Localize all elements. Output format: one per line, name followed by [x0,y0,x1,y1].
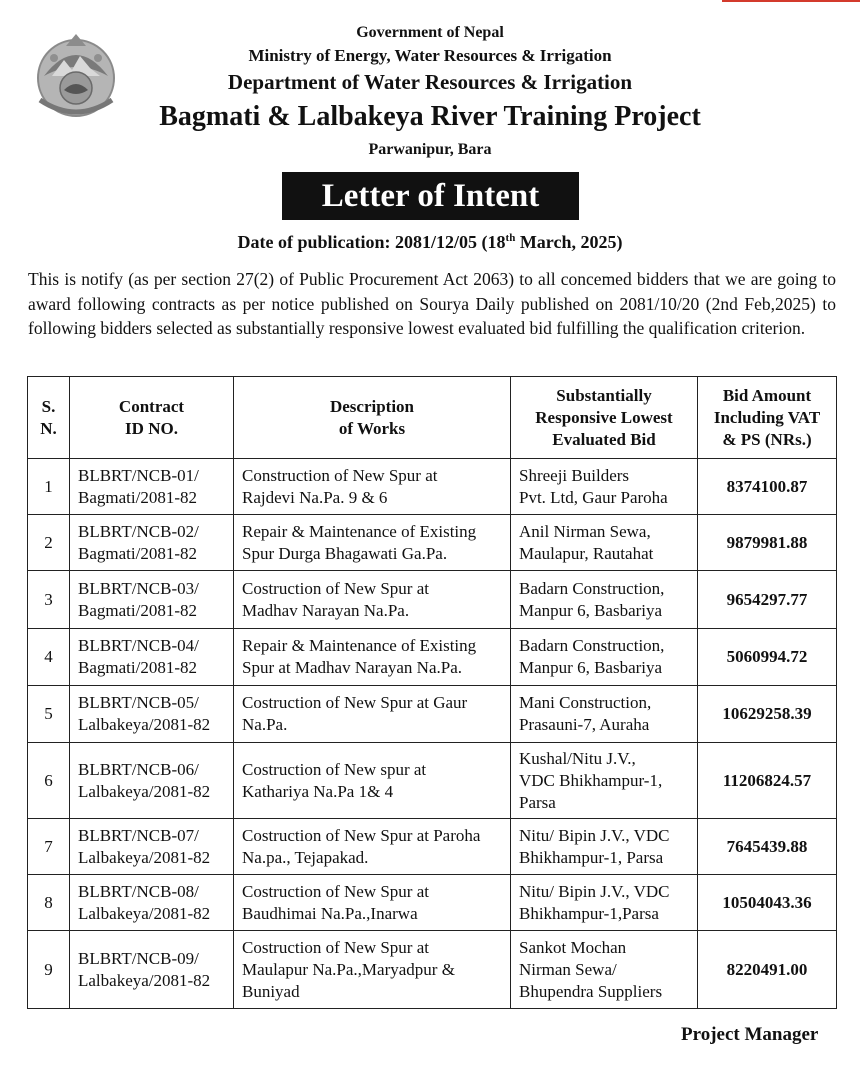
notice-paragraph: This is notify (as per section 27(2) of Public Procurement Act 2063) to all concemed bidders that we are going to award following contracts as per notice published on Sourya Daily published on 2081/10/20 (2nd Feb,2025) to following bidders selected as substantially responsive lowest evaluated bid fulfilling the qualification criterion. [28,269,836,338]
cell-line: Bagmati/2081-82 [78,600,197,620]
cell-line: Lalbakeya/2081-82 [78,781,211,801]
bidder-cell [511,571,698,629]
cell-line: Costruction of New Spur at Paroha [242,825,481,845]
description-cell [234,875,511,931]
header-serial-number [28,377,70,459]
bid-amount-cell: 10629258.39 [698,686,837,743]
cell-line: Spur Durga Bhagawati Ga.Pa. [242,543,448,563]
table-row [28,743,837,819]
cell-line: S. [41,396,56,416]
serial-number-cell: 6 [28,743,70,819]
description-cell [234,571,511,629]
cell-line: Rajdevi Na.Pa. 9 & 6 [242,487,388,507]
bidder-cell [511,459,698,515]
table-row [28,931,837,1009]
contract-id-cell [70,686,234,743]
table-row [28,819,837,875]
cell-line: Responsive Lowest [535,407,673,427]
cell-line: Contract [118,396,185,416]
government-name: Government of Nepal [356,24,504,41]
cell-line: BLBRT/NCB-06/ [78,759,199,779]
cell-line: Na.pa., Tejapakad. [242,847,369,867]
cell-line: Evaluated Bid [552,429,656,449]
cell-line: Lalbakeya/2081-82 [78,903,211,923]
cell-line: Baudhimai Na.Pa.,Inarwa [242,903,418,923]
header-contract-id [70,377,234,459]
bidder-cell [511,629,698,686]
cell-line: Manpur 6, Basbariya [519,658,663,677]
top-accent-line [722,0,860,2]
serial-number-cell: 1 [28,459,70,515]
contract-id-cell [70,875,234,931]
cell-line: Nitu/ Bipin J.V., VDC [519,881,670,901]
publication-date-ordinal: th [505,232,516,244]
header-description [234,377,511,459]
cell-line: Lalbakeya/2081-82 [78,715,211,734]
cell-line: Bid Amount [722,385,812,405]
cell-line: Construction of New Spur at [242,465,438,485]
bid-amount-cell: 9654297.77 [698,571,837,629]
bid-amount-cell: 8220491.00 [698,931,837,1009]
cell-line: BLBRT/NCB-05/ [78,693,199,712]
bid-amount-cell: 9879981.88 [698,515,837,571]
cell-line: & PS (NRs.) [722,429,812,449]
cell-line: Repair & Maintenance of Existing [242,521,477,541]
table-row [28,571,837,629]
cell-line: Nitu/ Bipin J.V., VDC [519,825,670,845]
cell-line: Manpur 6, Basbariya [519,600,663,620]
department-name: Department of Water Resources & Irrigation [227,70,633,94]
bidder-cell [511,875,698,931]
cell-line: Shreeji Builders [519,465,630,485]
table-header-row [28,377,837,459]
description-cell [234,459,511,515]
description-cell [234,686,511,743]
cell-line: Kushal/Nitu J.V., [519,748,636,768]
cell-line: Nirman Sewa/ [519,959,617,979]
cell-line: Substantially [556,385,652,405]
cell-line: Lalbakeya/2081-82 [78,970,211,990]
cell-line: Maulapur Na.Pa.,Maryadpur & [242,959,455,979]
bidder-cell [511,515,698,571]
cell-line: BLBRT/NCB-01/ [78,465,199,485]
bidder-cell [511,819,698,875]
serial-number-cell: 5 [28,686,70,743]
cell-line: Pvt. Ltd, Gaur Paroha [519,487,668,507]
letterhead [0,22,860,162]
bidder-cell [511,686,698,743]
project-name: Bagmati & Lalbakeya River Training Project [159,101,701,132]
contract-id-cell [70,515,234,571]
cell-line: Bhikhampur-1, Parsa [519,847,664,867]
cell-line: ID NO. [125,418,178,438]
cell-line: Costruction of New Spur at [242,578,429,598]
contract-id-cell [70,819,234,875]
description-cell [234,629,511,686]
header-bid-amount [698,377,837,459]
bid-amount-cell: 11206824.57 [698,743,837,819]
cell-line: BLBRT/NCB-03/ [78,578,199,598]
serial-number-cell: 4 [28,629,70,686]
publication-date-suffix: March, 2025) [515,232,623,252]
project-location: Parwanipur, Bara [368,141,492,158]
header-bidder [511,377,698,459]
cell-line: Sankot Mochan [519,937,627,957]
cell-line: Spur at Madhav Narayan Na.Pa. [242,658,462,677]
serial-number-cell: 2 [28,515,70,571]
publication-date [0,232,860,253]
cell-line: Badarn Construction, [519,636,665,655]
contract-id-cell [70,571,234,629]
cell-line: Lalbakeya/2081-82 [78,847,211,867]
cell-line: VDC Bhikhampur-1, [519,770,663,790]
table-row [28,875,837,931]
contract-award-table [27,376,837,1009]
ministry-name: Ministry of Energy, Water Resources & Irrigation [248,46,612,65]
cell-line: Kathariya Na.Pa 1& 4 [242,781,394,801]
cell-line: Bagmati/2081-82 [78,658,197,677]
cell-line: Including VAT [713,407,821,427]
bidder-cell [511,743,698,819]
cell-line: Costruction of New Spur at Gaur [242,693,468,712]
page-title: Letter of Intent [282,172,579,220]
cell-line: Costruction of New Spur at [242,937,429,957]
cell-line: Repair & Maintenance of Existing [242,636,477,655]
description-cell [234,515,511,571]
cell-line: Bagmati/2081-82 [78,487,197,507]
cell-line: Bagmati/2081-82 [78,543,197,563]
serial-number-cell: 3 [28,571,70,629]
cell-line: Costruction of New Spur at [242,881,429,901]
contract-id-cell [70,931,234,1009]
cell-line: Mani Construction, [519,693,652,712]
bid-amount-cell: 7645439.88 [698,819,837,875]
contract-id-cell [70,629,234,686]
cell-line: BLBRT/NCB-07/ [78,825,199,845]
bid-amount-cell: 5060994.72 [698,629,837,686]
contract-id-cell [70,459,234,515]
cell-line: Prasauni-7, Auraha [519,715,650,734]
table-row [28,459,837,515]
description-cell [234,819,511,875]
cell-line: Na.Pa. [242,715,288,734]
bidder-cell [511,931,698,1009]
bid-amount-cell: 10504043.36 [698,875,837,931]
cell-line: Description [329,396,415,416]
serial-number-cell: 9 [28,931,70,1009]
bid-amount-cell: 8374100.87 [698,459,837,515]
cell-line: Costruction of New spur at [242,759,427,779]
table-row [28,515,837,571]
cell-line: Parsa [519,792,556,812]
cell-line: Buniyad [242,981,300,1001]
table-row [28,686,837,743]
cell-line: Bhupendra Suppliers [519,981,663,1001]
description-cell [234,931,511,1009]
cell-line: of Works [338,418,406,438]
cell-line: Maulapur, Rautahat [519,543,654,563]
cell-line: Badarn Construction, [519,578,665,598]
cell-line: Madhav Narayan Na.Pa. [242,600,410,620]
description-cell [234,743,511,819]
contract-id-cell [70,743,234,819]
serial-number-cell: 8 [28,875,70,931]
serial-number-cell: 7 [28,819,70,875]
cell-line: Bhikhampur-1,Parsa [519,903,659,923]
cell-line: BLBRT/NCB-09/ [78,948,199,968]
cell-line: Anil Nirman Sewa, [519,521,651,541]
cell-line: BLBRT/NCB-02/ [78,521,199,541]
cell-line: N. [40,418,57,438]
cell-line: BLBRT/NCB-04/ [78,636,199,655]
table-row [28,629,837,686]
publication-date-prefix: Date of publication: 2081/12/05 (18 [237,232,506,252]
cell-line: BLBRT/NCB-08/ [78,881,199,901]
signature-title: Project Manager [681,1024,819,1045]
